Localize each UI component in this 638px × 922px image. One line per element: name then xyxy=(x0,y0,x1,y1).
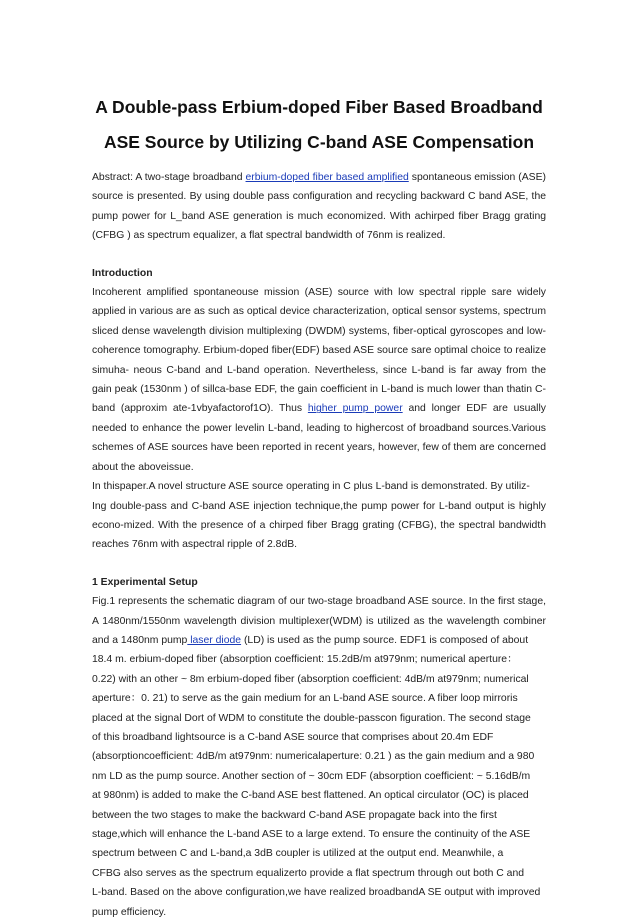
setup-line: CFBG also serves as the spectrum equalizerto provide a flat spectrum through out both C and xyxy=(92,867,525,879)
abstract-text-end: spontaneous emission (ASE) source is presented. By using double pass configuration and recycling backward C band ASE, the pump power for L_band ASE generation is much economized. With achirped fiber Bragg grating (CFBG ) as spectrum equalizer, a flat spectral bandwidth of 76nm is realized. xyxy=(92,172,546,242)
setup-line: placed at the signal Dort of WDM to constitute the double-passcon figuration. The second stage xyxy=(92,712,531,724)
laser-diode-link[interactable]: laser diode xyxy=(187,634,242,646)
abstract-paragraph xyxy=(92,168,546,246)
abstract-text-start: Abstract: A two-stage broadband xyxy=(92,172,246,183)
setup-line: L-band. Based on the above configuration,we have realized broadbandA SE output with improved xyxy=(92,887,541,899)
setup-line: at 980nm) is added to make the C-band ASE best flattened. An optical circulator (OC) is placed xyxy=(92,790,529,802)
setup-line: nm LD as the pump source. Another section of ~ 30cm EDF (absorption coefficient: ~ 5.16dB/m xyxy=(92,770,531,782)
setup-line: 0.22) with an other ~ 8m erbium-doped fiber (absorption coefficient: 4dB/m at979nm; numerical xyxy=(92,673,529,685)
setup-line: of this broadband lightsource is a C-band ASE source that comprises about 20.4m EDF xyxy=(92,731,494,743)
setup-line: aperture：0. 21) to serve as the gain medium for an L-band ASE source. A fiber loop mirroris xyxy=(92,693,518,705)
experimental-setup-heading: 1 Experimental Setup xyxy=(92,576,198,588)
setup-line: 18.4 m. erbium-doped fiber (absorption coefficient: 15.2dB/m at979nm; numerical aperture： xyxy=(92,654,518,666)
introduction-heading: Introduction xyxy=(92,267,153,279)
setup-line: A 1480nm/1550nm wavelength division multiplexer(WDM) is utilized as the wavelength combiner xyxy=(92,615,546,627)
setup-line: Fig.1 represents the schematic diagram of our two-stage broadband ASE source. In the first stage, xyxy=(92,596,546,608)
setup-line: spectrum between C and L-band,a 3dB coupler is utilized at the output end. Meanwhile, a xyxy=(92,848,504,860)
higher-pump-power-link[interactable]: higher pump power xyxy=(307,403,403,415)
setup-line: (absorptioncoefficient: 4dB/m at979nm: numericalaperture: 0.21 ) as the gain medium and a 980 xyxy=(92,751,535,763)
introduction-paragraph-2: Ing double-pass and C-band ASE injection technique,the pump power for L-band output is highly econo-mized. With the presence of a chirped fiber Bragg grating (CFBG), the spectral bandwidth reaches 76nm with aspectral ripple of 2.8dB. xyxy=(92,500,546,551)
paper-title-line-2: ASE Source by Utilizing C-band ASE Compensation xyxy=(103,132,535,152)
abstract-link[interactable]: erbium-doped fiber based amplified xyxy=(245,172,409,183)
setup-line-3-start: and a 1480nm pump xyxy=(92,634,188,646)
paper-body xyxy=(92,168,546,922)
introduction-paragraph-1 xyxy=(92,283,546,477)
intro-text-start: Incoherent amplified spontaneouse mission (ASE) source with low spectral ripple sare widely applied in various are as such as optical device characterization, optical sensor systems, spectrum sliced dense wavelength division multiplexing (DWDM) systems, fiber-optical gyroscopes and low-coherence tomography. Erbium-doped fiber(EDF) based ASE source sare optimal choice to realize simuha- neous C-band and L-band operation. Nevertheless, since L-band is far away from the gain peak (1530nm ) of sillca-base EDF, the gain coefficient in L-band is much lower than thatin C-band (approxim ate-1vbyafactorof1O). Thus xyxy=(92,287,546,415)
intro-text-end: and longer EDF are usually needed to enhance the power levelin L-band, leading to highercost of broadband sources.Various schemes of ASE sources have been reported in recent years, however, few of them are concerned about the aboveissue. xyxy=(92,403,546,473)
setup-line: pump efficiency. xyxy=(92,906,167,918)
setup-line-3-end: (LD) is used as the pump source. EDF1 is composed of about xyxy=(241,634,529,646)
setup-line: between the two stages to make the backward C-band ASE propagate back into the first xyxy=(92,809,497,821)
introduction-paragraph-2-line-1: In thispaper.A novel structure ASE source operating in C plus L-band is demonstrated. By utiliz- xyxy=(92,481,530,493)
setup-line: stage,which will enhance the L-band ASE to a large extend. To ensure the continuity of the ASE xyxy=(92,829,531,840)
paper-title-line-1: A Double-pass Erbium-doped Fiber Based Broadband xyxy=(95,97,543,117)
setup-line xyxy=(92,631,546,650)
